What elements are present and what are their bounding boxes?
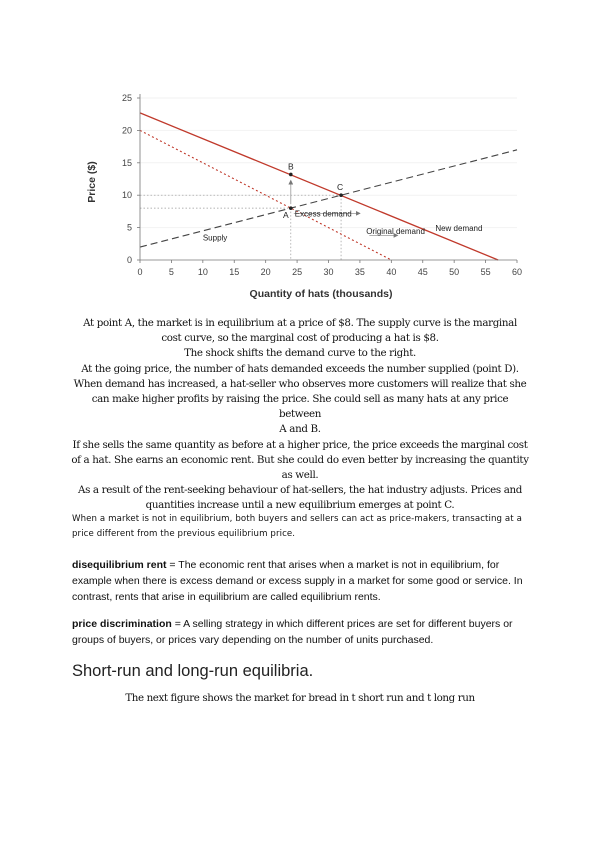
excess-demand-label: Excess demand <box>294 209 352 219</box>
y-tick-label: 5 <box>126 222 132 233</box>
definition-text: = The economic rent that arises when a market is not in equilibrium, for example when there is excess demand or excess supply in a market for some good or service. In contrast, rents that arise in equilibrium are called equilibrium rents. <box>72 559 523 603</box>
caption-line: At the going price, the number of hats demanded exceeds the number supplied (point D). <box>81 362 519 375</box>
market-note: When a market is not in equilibrium, both buyers and sellers can act as price-makers, transacting at a price different from the previous equilibrium price. <box>72 514 522 539</box>
chart-series <box>140 113 517 260</box>
x-tick-label: 60 <box>511 267 523 277</box>
caption-line: A and B. <box>279 423 321 436</box>
point-b-marker <box>289 173 293 177</box>
caption-line: When demand has increased, a hat-seller who observes more customers will realize that she <box>73 377 527 390</box>
x-tick-label: 25 <box>292 267 303 277</box>
x-tick-label: 35 <box>354 267 365 277</box>
original-demand-label: Original demand <box>366 226 425 236</box>
supply-label: Supply <box>202 233 228 243</box>
x-tick-label: 50 <box>449 267 460 277</box>
y-tick-label: 0 <box>126 255 132 265</box>
y-tick-label: 25 <box>121 93 132 103</box>
x-tick-label: 5 <box>168 267 174 277</box>
y-axis-label: Price ($) <box>86 161 98 203</box>
caption-line: as well. <box>281 469 319 482</box>
caption-line: cost curve, so the marginal cost of producing a hat is $8. <box>161 332 439 345</box>
section-heading: Short-run and long-run equilibria. <box>72 662 314 680</box>
x-tick-label: 0 <box>137 267 143 277</box>
x-tick-label: 30 <box>323 267 334 277</box>
x-tick-label: 15 <box>229 267 240 277</box>
point-b-label: B <box>287 161 294 172</box>
chart-ticks <box>122 93 522 277</box>
point-c-marker <box>339 193 343 197</box>
caption-line: can make higher profits by raising the price. She could sell as many hats at any price between <box>91 393 509 421</box>
chart-axes <box>140 94 517 260</box>
caption-line: As a result of the rent-seeking behaviour of hat-sellers, the hat industry adjusts. Prices and <box>77 484 523 497</box>
point-a-marker <box>289 206 293 210</box>
x-tick-label: 10 <box>197 267 208 277</box>
new-demand-label: New demand <box>435 223 483 233</box>
caption-line: The shock shifts the demand curve to the right. <box>184 347 416 360</box>
x-tick-label: 55 <box>480 267 491 277</box>
x-tick-label: 40 <box>386 267 397 277</box>
definition-term: price discrimination <box>72 618 172 630</box>
next-figure-text: The next figure shows the market for bread in t short run and t long run <box>125 692 475 704</box>
caption-line: If she sells the same quantity as before at a higher price, the price exceeds the marginal cost <box>72 438 528 451</box>
definition-price-discrimination <box>72 616 534 648</box>
caption-line: At point A, the market is in equilibrium at a price of $8. The supply curve is the marginal <box>83 317 517 329</box>
y-tick-label: 15 <box>121 157 132 168</box>
x-tick-label: 45 <box>417 267 428 277</box>
caption-line: of a hat. She earns an economic rent. But she could do even better by increasing the quantity <box>71 453 529 466</box>
supply-demand-chart <box>70 88 530 310</box>
x-axis-label: Quantity of hats (thousands) <box>249 288 393 300</box>
figure-caption <box>70 316 530 514</box>
x-tick-label: 20 <box>260 267 271 277</box>
point-c-label: C <box>336 182 344 193</box>
chart-annotations <box>203 161 483 242</box>
definition-disequilibrium-rent <box>72 557 534 605</box>
y-tick-label: 20 <box>121 125 132 136</box>
caption-line: quantities increase until a new equilibrium emerges at point C. <box>145 499 455 512</box>
point-a-label: A <box>282 210 289 221</box>
definition-term: disequilibrium rent <box>72 559 167 571</box>
y-tick-label: 10 <box>121 190 132 201</box>
series-line-new-demand <box>140 113 498 260</box>
definition-text: = A selling strategy in which different prices are set for different buyers or groups of buyers, or prices vary depending on the number of units purchased. <box>72 618 513 646</box>
